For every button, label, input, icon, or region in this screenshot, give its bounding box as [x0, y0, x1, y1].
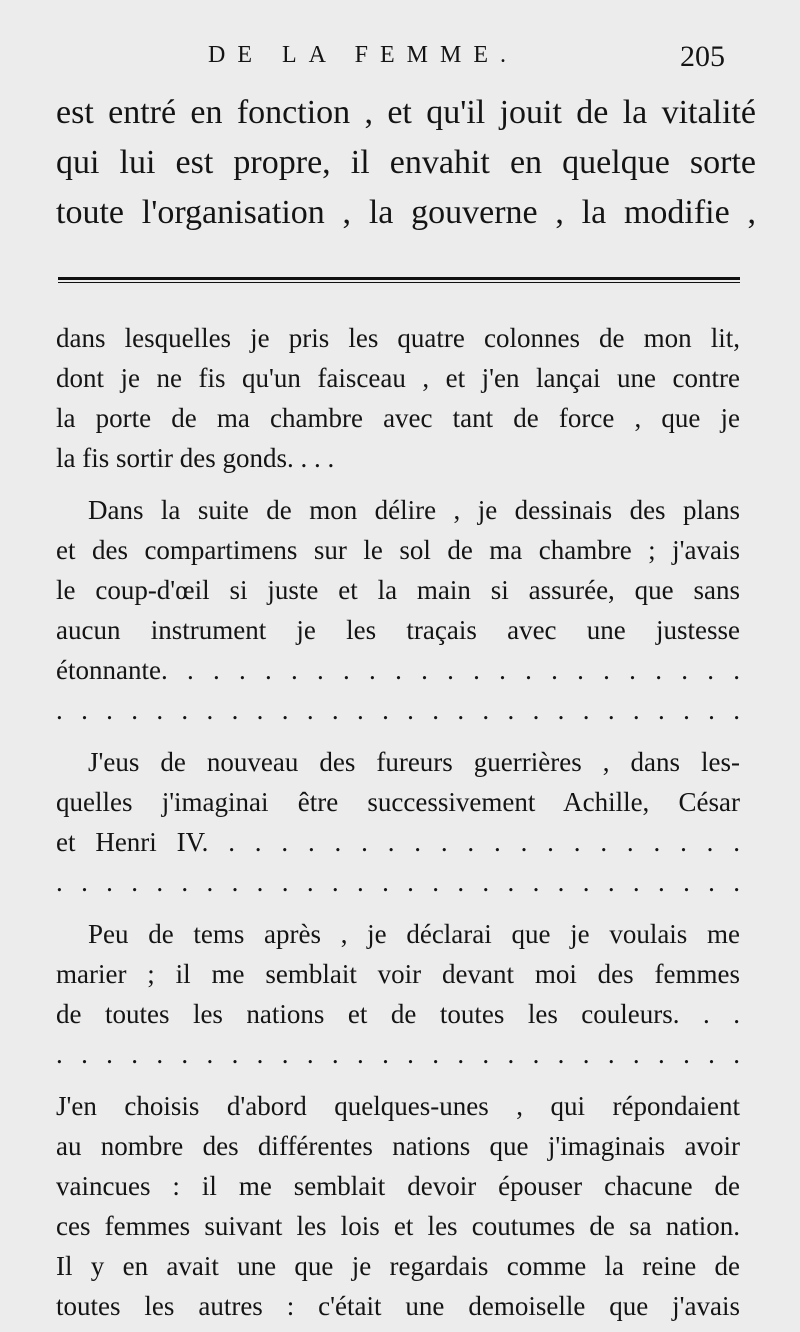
text-line: dont je ne fis qu'un faisceau , et j'en lançai une contre — [56, 363, 740, 393]
text-line: et Henri IV. . . . . . . . . . . . . . . . . . . . . — [56, 827, 740, 857]
text-line: aucun instrument je les traçais avec une justesse — [56, 615, 740, 645]
footnote-separator-rule-thin — [58, 282, 740, 283]
text-line: Il y en avait une que je regardais comme la reine de — [56, 1251, 740, 1281]
text-line: J'en choisis d'abord quelques-unes , qui répondaient — [56, 1091, 740, 1121]
continued-footnote — [56, 88, 756, 238]
text-line: étonnante. . . . . . . . . . . . . . . . . . . . . . . — [56, 655, 740, 685]
text-line: la porte de ma chambre avec tant de force , que je — [56, 403, 740, 433]
text-line: marier ; il me semblait voir devant moi des femmes — [56, 959, 740, 989]
text-line: toutes les autres : c'était une demoiselle que j'avais — [56, 1291, 740, 1321]
text-line: ces femmes suivant les lois et les coutumes de sa nation. — [56, 1211, 740, 1241]
text-line: vaincues : il me semblait devoir épouser chacune de — [56, 1171, 740, 1201]
page-header — [0, 42, 800, 82]
page-number: 205 — [680, 40, 725, 73]
text-line: J'eus de nouveau des fureurs guerrières , dans les- — [88, 747, 740, 777]
text-line: la fis sortir des gonds. . . . — [56, 443, 335, 473]
dot-leader-line: . . . . . . . . . . . . . . . . . . . . . . . . . . . . — [56, 1039, 740, 1069]
text-line: Peu de tems après , je déclarai que je voulais me — [88, 919, 740, 949]
text-line: dans lesquelles je pris les quatre colonnes de mon lit, — [56, 323, 740, 353]
dot-leader-line: . . . . . . . . . . . . . . . . . . . . . . . . . . . . — [56, 867, 740, 897]
text-line: au nombre des différentes nations que j'imaginais avoir — [56, 1131, 740, 1161]
text-line: et des compartimens sur le sol de ma chambre ; j'avais — [56, 535, 740, 565]
footnote-line: qui lui est propre, il envahit en quelque sorte — [56, 144, 756, 181]
text-line: quelles j'imaginai être successivement Achille, César — [56, 787, 740, 817]
dot-leader-line: . . . . . . . . . . . . . . . . . . . . . . . . . . . . — [56, 695, 740, 725]
footnote-line: toute l'organisation , la gouverne , la modifie , — [56, 194, 756, 231]
running-title: DE LA FEMME. — [208, 42, 519, 68]
footnote-separator-rule — [58, 277, 740, 280]
text-line: le coup-d'œil si juste et la main si assurée, que sans — [56, 575, 740, 605]
text-line: de toutes les nations et de toutes les couleurs. . . — [56, 999, 740, 1029]
text-line: Dans la suite de mon délire , je dessinais des plans — [88, 495, 740, 525]
footnote-line: est entré en fonction , et qu'il jouit de la vitalité — [56, 94, 756, 131]
body-text — [56, 318, 740, 1326]
